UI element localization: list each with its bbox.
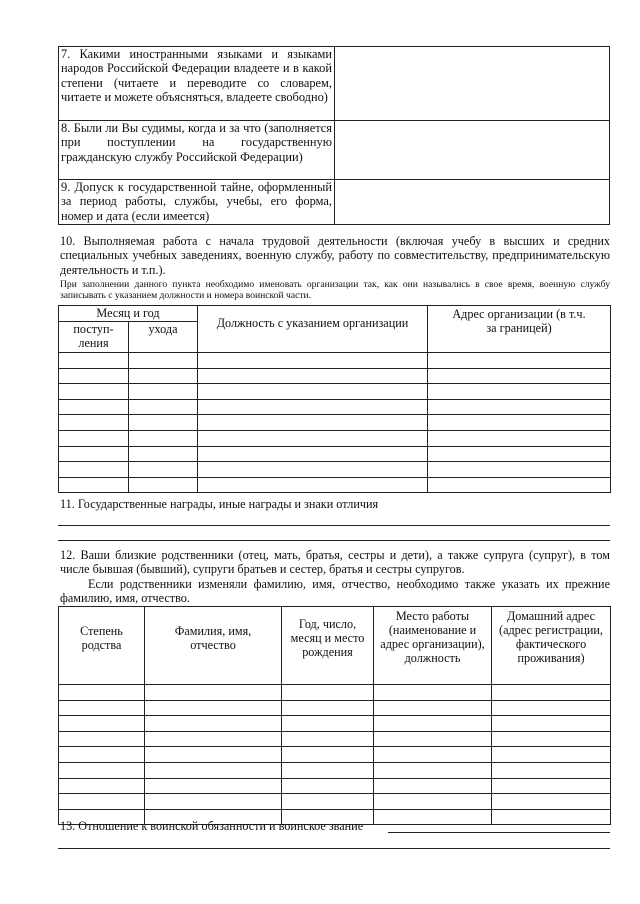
work-row[interactable] (59, 415, 611, 431)
col-home: Домашний адрес (адрес регистрации, фактического проживания) (492, 607, 611, 685)
question-8-label: 8. Были ли Вы судимы, когда и за что (заполняется при поступлении на государственную гражданскую службу Российской Федерации) (59, 121, 335, 180)
section-13-inline-line[interactable] (388, 832, 610, 833)
col-address: Адрес организации (в т.ч. за границей) (428, 306, 611, 353)
relative-row[interactable] (59, 685, 611, 701)
question-row-9 (59, 180, 610, 225)
section-13-heading: 13. Отношение к воинской обязанности и воинское звание (60, 819, 364, 833)
relative-row[interactable] (59, 747, 611, 763)
col-birth: Год, число, месяц и место рождения (282, 607, 374, 685)
work-row[interactable] (59, 477, 611, 493)
work-row[interactable] (59, 430, 611, 446)
relatives-header-row (59, 607, 611, 685)
col-start: поступ-ления (59, 322, 129, 353)
question-row-8 (59, 121, 610, 180)
col-work: Место работы (наименование и адрес организации), должность (374, 607, 492, 685)
relative-row[interactable] (59, 716, 611, 732)
work-row[interactable] (59, 399, 611, 415)
relative-row[interactable] (59, 778, 611, 794)
answer-9-field[interactable] (335, 180, 610, 225)
work-row[interactable] (59, 384, 611, 400)
section-11-line-1[interactable] (58, 525, 610, 526)
question-9-label: 9. Допуск к государственной тайне, оформленный за период работы, службы, учебы, его форма, номер и дата (если имеется) (59, 180, 335, 225)
section-11-line-2[interactable] (58, 540, 610, 541)
work-row[interactable] (59, 446, 611, 462)
relative-row[interactable] (59, 700, 611, 716)
work-header-row-1 (59, 306, 611, 322)
col-month-year: Месяц и год (59, 306, 198, 322)
question-row-7 (59, 47, 610, 121)
section-12-heading: 12. Ваши близкие родственники (отец, мать, братья, сестры и дети), а также супруга (супруг), в том числе бывшая (бывший), супруги братьев и сестер, братья и сестры супругов. (60, 548, 610, 577)
work-row[interactable] (59, 353, 611, 369)
questions-table (58, 46, 610, 225)
work-row[interactable] (59, 368, 611, 384)
section-12-heading-2: Если родственники изменяли фамилию, имя, отчество, необходимо также указать их прежние фамилию, имя, отчество. (60, 577, 610, 606)
relatives-table (58, 606, 611, 825)
section-11-heading: 11. Государственные награды, иные награды и знаки отличия (60, 497, 379, 511)
relative-row[interactable] (59, 731, 611, 747)
col-position: Должность с указанием организации (198, 306, 428, 353)
section-10-note: При заполнении данного пункта необходимо именовать организации так, как они назывались в свое время, военную службу записывать с указанием должности и номера воинской части. (60, 279, 610, 302)
question-7-label: 7. Какими иностранными языками и языками народов Российской Федерации владеете и в какой степени (читаете и переводите со словарем, читаете и можете объясняться, владеете свободно) (59, 47, 335, 121)
col-end: ухода (129, 322, 198, 353)
answer-8-field[interactable] (335, 121, 610, 180)
section-13-line[interactable] (58, 848, 610, 849)
section-10-heading: 10. Выполняемая работа с начала трудовой деятельности (включая учебу в высших и средних специальных учебных заведениях, военную службу, работу по совместительству, предпринимательскую деятельность и т.п.). (60, 234, 610, 277)
col-name: Фамилия, имя, отчество (145, 607, 282, 685)
work-history-table (58, 305, 611, 493)
work-row[interactable] (59, 462, 611, 478)
relative-row[interactable] (59, 794, 611, 810)
relative-row[interactable] (59, 762, 611, 778)
col-relation: Степень родства (59, 607, 145, 685)
answer-7-field[interactable] (335, 47, 610, 121)
